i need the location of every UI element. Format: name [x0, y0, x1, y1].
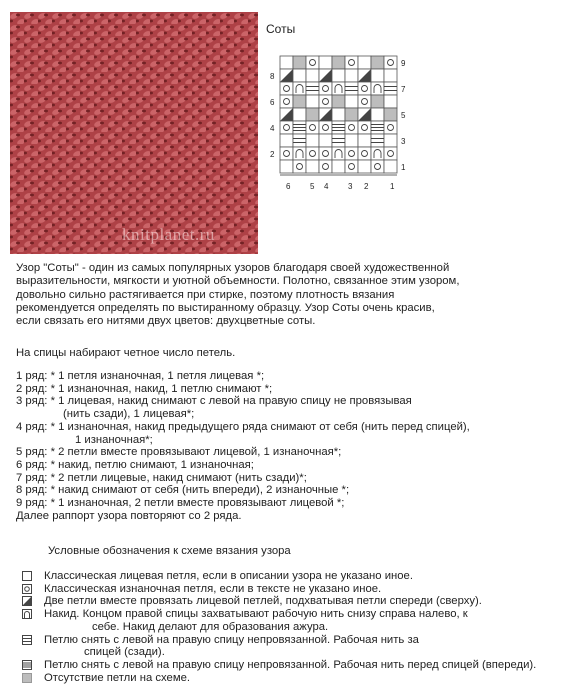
chart-cell	[293, 95, 306, 108]
row-number: 8	[270, 72, 275, 81]
chart-cell	[332, 108, 345, 121]
chart-cell	[280, 147, 293, 160]
chart-cell	[345, 160, 358, 173]
chart-cell	[306, 95, 319, 108]
row-instruction: 6 ряд: * накид, петлю снимают, 1 изнаночная;	[16, 458, 254, 471]
pattern-description	[16, 262, 556, 328]
chart-cell	[293, 56, 306, 69]
chart-cell	[332, 69, 345, 82]
chart-cell	[280, 134, 293, 147]
row-instruction: 5 ряд: * 2 петли вместе провязывают лицевой, 1 изнаночная*;	[16, 446, 342, 459]
row-number: 3	[401, 137, 406, 146]
chart-cell	[384, 95, 397, 108]
chart-cell	[384, 160, 397, 173]
slip-back-icon	[22, 635, 32, 645]
chart-cell	[371, 108, 384, 121]
chart-cell	[306, 160, 319, 173]
row-instruction: 4 ряд: * 1 изнаночная, накид предыдущего ряда снимают от себя (нить перед спицей), 1 изнаночная*;	[16, 420, 470, 446]
chart-cell	[293, 134, 306, 147]
chart-cell	[280, 121, 293, 134]
row-instruction: 9 ряд: * 1 изнаночная, 2 петли вместе провязывают лицевой *;	[16, 497, 345, 510]
column-number: 5	[310, 182, 315, 191]
chart-cell	[384, 147, 397, 160]
chart-cell	[319, 56, 332, 69]
column-number: 3	[348, 182, 353, 191]
description-line: Узор "Соты" - один из самых популярных узоров благодаря своей художественной	[16, 262, 450, 274]
chart-cell	[306, 69, 319, 82]
knit-texture	[10, 12, 258, 254]
description-line: выразительности, мягкости и уютной объемности. Полотно, связанное этим узором,	[16, 275, 460, 288]
no-stitch-icon	[22, 673, 32, 683]
slip-front-icon	[22, 660, 32, 670]
chart-cell	[371, 95, 384, 108]
chart-cell	[332, 56, 345, 69]
watermark: knitplanet.ru	[122, 225, 215, 244]
chart-cell	[319, 95, 332, 108]
chart-cell	[345, 82, 358, 95]
chart-cell	[358, 121, 371, 134]
column-number: 1	[390, 182, 395, 191]
legend-item: Две петли вместе провязать лицевой петлей, подхватывая петли спереди (сверху).	[20, 595, 536, 608]
legend-title: Условные обозначения к схеме вязания узора	[48, 545, 291, 557]
row-instruction: 3 ряд: * 1 лицевая, накид снимают с левой на правую спицу не провязывая (нить сзади), 1 лицевая*;	[16, 395, 412, 421]
column-number: 4	[324, 182, 329, 191]
row-number: 7	[401, 85, 406, 94]
row-number: 2	[270, 150, 275, 159]
purl-circle-icon	[22, 584, 32, 594]
description-line: довольно сильно растягивается при стирке, поэтому плотность вязания	[16, 288, 395, 301]
row-instruction: 8 ряд: * накид снимают от себя (нить впереди), 2 изнаночные *;	[16, 484, 350, 497]
chart-cell	[371, 82, 384, 95]
k2tog-triangle-icon	[22, 596, 32, 606]
chart-cell	[358, 147, 371, 160]
row-number: 1	[401, 163, 406, 172]
knit-square-icon	[22, 571, 32, 581]
row-number: 9	[401, 59, 406, 68]
chart-cell	[358, 56, 371, 69]
row-number: 5	[401, 111, 406, 120]
chart-cell	[332, 82, 345, 95]
chart-cell	[345, 134, 358, 147]
chart-cell	[371, 69, 384, 82]
chart-cell	[358, 82, 371, 95]
row-number: 6	[270, 98, 275, 107]
chart-cell	[358, 160, 371, 173]
description-line: рекомендуется определять по выстиранному образцу. Узор Соты очень красив,	[16, 301, 435, 314]
chart-cell	[358, 134, 371, 147]
row-number: 4	[270, 124, 275, 133]
chart-cell	[371, 134, 384, 147]
chart-cell	[384, 134, 397, 147]
chart-cell	[319, 160, 332, 173]
chart-cell	[345, 108, 358, 121]
legend-item: Отсутствие петли на схеме.	[20, 672, 536, 685]
chart-cell	[306, 56, 319, 69]
chart-cell	[332, 160, 345, 173]
column-number: 2	[364, 182, 369, 191]
chart-cell	[371, 160, 384, 173]
knitting-chart	[262, 52, 412, 205]
chart-cell	[280, 160, 293, 173]
cast-on-instruction: На спицы набирают четное число петель.	[16, 347, 236, 359]
chart-cell	[319, 82, 332, 95]
row-instruction: 7 ряд: * 2 петли лицевые, накид снимают (нить сзади)*;	[16, 471, 307, 484]
description-line: если связать его нитями двух цветов: двухцветные соты.	[16, 315, 316, 328]
chart-cell	[319, 121, 332, 134]
chart-cell	[358, 95, 371, 108]
chart-cell	[371, 147, 384, 160]
chart-cell	[345, 147, 358, 160]
row-instruction: 1 ряд: * 1 петля изнаночная, 1 петля лицевая *;	[16, 370, 265, 382]
chart-cell	[384, 108, 397, 121]
legend-item: Накид. Концом правой спицы захватывают рабочую нить снизу справа налево, к себе. Накид делают для образования ажура.	[20, 608, 536, 633]
row-instruction: 2 ряд: * 1 изнаночная, накид, 1 петлю снимают *;	[16, 382, 273, 395]
chart-cell	[293, 147, 306, 160]
chart-cell	[345, 95, 358, 108]
chart-cell	[332, 95, 345, 108]
chart-cell	[345, 69, 358, 82]
row-instruction: Далее раппорт узора повторяют со 2 ряда.	[16, 509, 242, 522]
chart-cell	[280, 82, 293, 95]
chart-cell	[332, 147, 345, 160]
legend-item: Петлю снять с левой на правую спицу непровязанной. Рабочая нить перед спицей (впереди).	[20, 659, 536, 672]
chart-cell	[319, 134, 332, 147]
chart-cell	[345, 56, 358, 69]
chart-cell	[384, 56, 397, 69]
legend	[20, 570, 536, 684]
chart-cell	[384, 69, 397, 82]
chart-cell	[293, 82, 306, 95]
legend-item: Петлю снять с левой на правую спицу непровязанной. Рабочая нить за спицей (сзади).	[20, 634, 536, 659]
chart-cell	[384, 121, 397, 134]
chart-cell	[306, 121, 319, 134]
column-number: 6	[286, 182, 291, 191]
chart-cell	[280, 95, 293, 108]
chart-cell	[371, 56, 384, 69]
chart-cell	[306, 108, 319, 121]
chart-cell	[384, 82, 397, 95]
chart-cell	[332, 134, 345, 147]
chart-cell	[306, 82, 319, 95]
chart-cell	[306, 147, 319, 160]
legend-item: Классическая изнаночная петля, если в тексте не указано иное.	[20, 583, 536, 596]
chart-cell	[280, 56, 293, 69]
knit-sample-photo	[10, 12, 258, 254]
chart-cell	[319, 147, 332, 160]
chart-cell	[293, 69, 306, 82]
chart-title: Соты	[266, 22, 296, 36]
chart-grid	[262, 52, 412, 202]
chart-cell	[293, 160, 306, 173]
yarn-over-arc-icon	[22, 609, 32, 619]
chart-cell	[293, 108, 306, 121]
row-instructions	[16, 370, 470, 522]
chart-cell	[345, 121, 358, 134]
chart-cell	[306, 134, 319, 147]
legend-item: Классическая лицевая петля, если в описании узора не указано иное.	[20, 570, 536, 583]
